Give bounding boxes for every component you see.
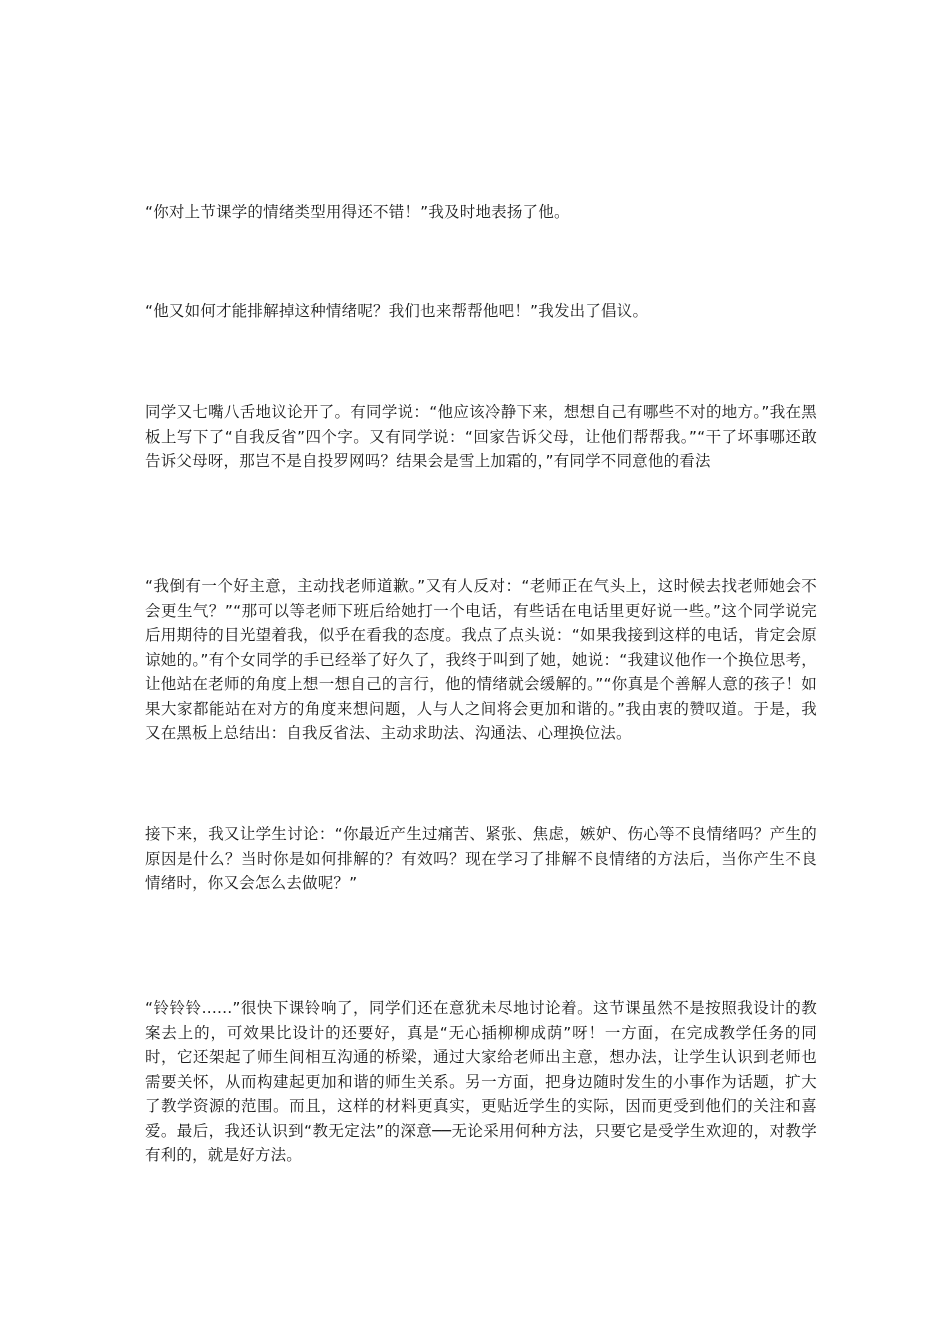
paragraph-student-discussion: 接下来，我又让学生讨论：“你最近产生过痛苦、紧张、焦虑，嫉妒、伤心等不良情绪吗？产生的原因是什么？当时你是如何排解的？有效吗？现在学习了排解不良情绪的方法后，当你产生不良情绪时，你又会怎么去做呢？”	[145, 825, 817, 892]
paragraph-praise: “你对上节课学的情绪类型用得还不错！”我及时地表扬了他。	[145, 203, 570, 221]
paragraph-solutions: “我倒有一个好主意，主动找老师道歉。”又有人反对：“老师正在气头上，这时候去找老师她会不会更生气？”“那可以等老师下班后给她打一个电话，有些话在电话里更好说一些。”这个同学说完后用期待的目光望着我，似乎在看我的态度。我点了点头说：“如果我接到这样的电话，肯定会原谅她的。”有个女同学的手已经举了好久了，我终于叫到了她，她说：“我建议他作一个换位思考，让他站在老师的角度上想一想自己的言行，他的情绪就会缓解的。”“你真是个善解人意的孩子！如果大家都能站在对方的角度来想问题，人与人之间将会更加和谐的。”我由衷的赞叹道。于是，我又在黑板上总结出：自我反省法、主动求助法、沟通法、心理换位法。	[145, 577, 817, 742]
paragraph-discussion: 同学又七嘴八舌地议论开了。有同学说：“他应该冷静下来，想想自己有哪些不对的地方。”我在黑板上写下了“自我反省”四个字。又有同学说：“回家告诉父母，让他们帮帮我。”“干了坏事哪还敢告诉父母呀，那岂不是自投罗网吗？结果会是雪上加霜的，”有同学不同意他的看法	[145, 403, 817, 470]
paragraph-proposal: “他又如何才能排解掉这种情绪呢？我们也来帮帮他吧！”我发出了倡议。	[145, 302, 649, 320]
paragraph-reflection: “铃铃铃......”很快下课铃响了，同学们还在意犹未尽地讨论着。这节课虽然不是按照我设计的教案去上的，可效果比设计的还要好，真是“无心插柳柳成荫”呀！一方面，在完成教学任务的同时，它还架起了师生间相互沟通的桥梁，通过大家给老师出主意，想办法，让学生认识到老师也需要关怀，从而构建起更加和谐的师生关系。另一方面，把身边随时发生的小事作为话题，扩大了教学资源的范围。而且，这样的材料更真实，更贴近学生的实际，因而更受到他们的关注和喜爱。最后，我还认识到“教无定法”的深意──无论采用何种方法，只要它是受学生欢迎的，对教学有利的，就是好方法。	[145, 999, 817, 1164]
